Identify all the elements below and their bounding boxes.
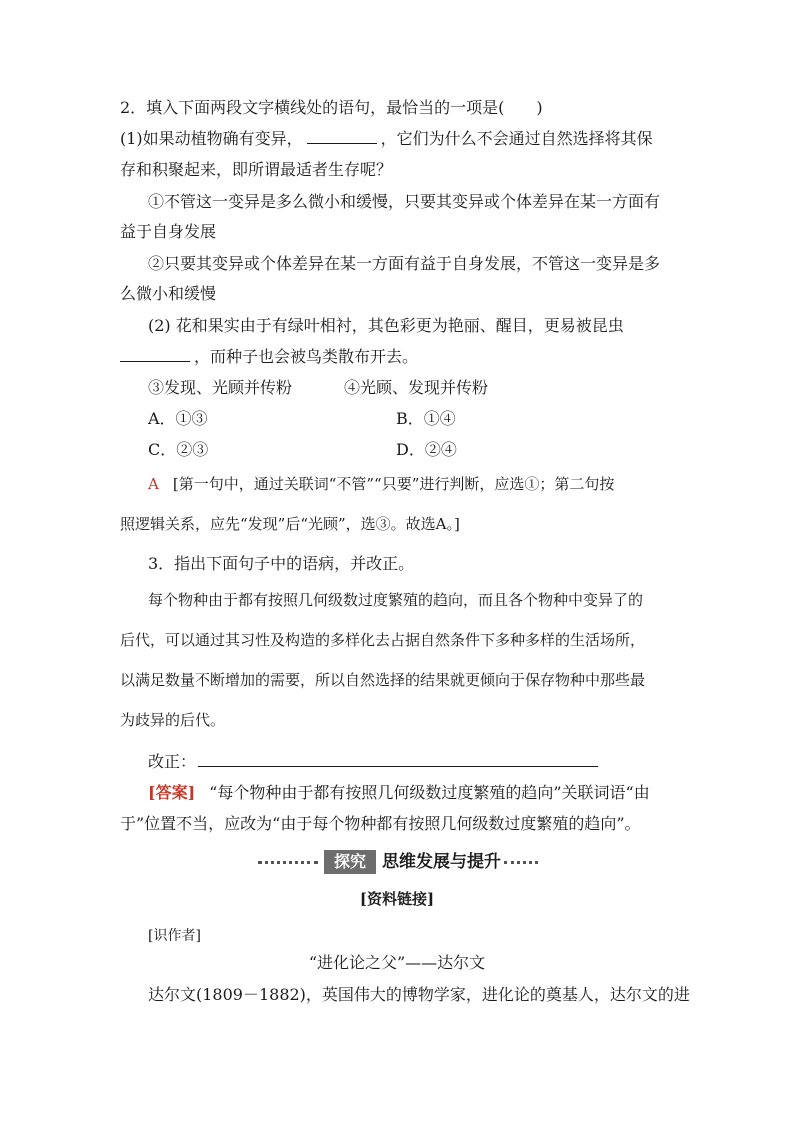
- section-tag: 探究: [324, 850, 376, 874]
- question-3-stem: 3．指出下面句子中的语病，并改正。: [148, 554, 415, 573]
- correction-blank: [198, 752, 598, 767]
- darwin-body: 达尔文(1809－1882)，英国伟大的博物学家，进化论的奠基人，达尔文的进: [148, 985, 690, 1004]
- q2-passage-1-text-a: (1)如果动植物确有变异，: [120, 129, 303, 148]
- darwin-heading: “进化论之父”——达尔文: [308, 953, 486, 972]
- section-title: 思维发展与提升: [382, 852, 501, 872]
- section-banner: [258, 850, 538, 874]
- q2-option-2-line-1: ②只要其变异或个体差异在某一方面有益于自身发展，不管这一变异是多: [148, 254, 661, 273]
- q3-sentence-line-1: 每个物种由于都有按照几何级数过度繁殖的趋向，而且各个物种中变异了的: [148, 591, 644, 609]
- q2-option-4: ④光顾、发现并传粉: [344, 378, 489, 397]
- choice-a: A．①③: [148, 409, 208, 428]
- q2-answer-line-1: [148, 474, 614, 494]
- q2-answer-text-a: [第一句中，通过关联词“不管”“只要”进行判断，应选①；第二句按: [172, 475, 615, 493]
- q2-passage-1-line-2: 存和积聚起来，即所谓最适者生存呢？: [120, 160, 393, 179]
- q3-sentence-line-2: 后代，可以通过其习性及构造的多样化去占据自然条件下多种多样的生活场所，: [120, 631, 646, 649]
- choice-b: B．①④: [396, 409, 456, 428]
- q2-option-1-line-2: 益于自身发展: [120, 222, 217, 241]
- q2-passage-2-text: ，而种子也会被鸟类散布开去。: [194, 347, 419, 366]
- q2-answer-line-2: 照逻辑关系，应先“发现”后“光顾”，选③。故选A。]: [120, 515, 460, 533]
- q3-answer-line-2: 于”位置不当，应改为“由于每个物种都有按照几何级数过度繁殖的趋向”。: [120, 814, 641, 833]
- answer-letter: A: [148, 475, 159, 493]
- choice-c: C．②③: [148, 440, 209, 459]
- q2-option-3: ③发现、光顾并传粉: [148, 378, 293, 397]
- q2-option-1-line-1: ①不管这一变异是多么微小和缓慢，只要其变异或个体差异在某一方面有: [148, 192, 661, 211]
- fill-blank-2: [120, 347, 190, 362]
- choice-d: D．②④: [396, 440, 457, 459]
- banner-dots-left: [258, 861, 318, 864]
- author-tag: [识作者]: [148, 928, 201, 944]
- q2-option-2-line-2: 么微小和缓慢: [120, 284, 217, 303]
- q3-answer-text-a: “每个物种由于都有按照几何级数过度繁殖的趋向”关联词语“由: [209, 783, 650, 802]
- q2-passage-1-line-1: [120, 129, 653, 149]
- answer-tag: [答案]: [148, 783, 196, 802]
- q2-passage-2-line-1: (2) 花和果实由于有绿叶相衬，其色彩更为艳丽、醒目，更易被昆虫: [148, 316, 624, 335]
- q3-sentence-line-3: 以满足数量不断增加的需要，所以自然选择的结果就更倾向于保存物种中那些最: [120, 671, 646, 689]
- question-2-stem: 2．填入下面两段文字横线处的语句，最恰当的一项是( ): [120, 98, 543, 117]
- q2-passage-2-line-2: [120, 347, 418, 367]
- fill-blank-1: [307, 129, 377, 144]
- banner-dots-right: [504, 861, 538, 864]
- resource-link-heading: [资料链接]: [359, 890, 435, 908]
- q3-answer-line-1: [148, 783, 650, 803]
- q2-passage-1-text-b: ，它们为什么不会通过自然选择将其保: [380, 129, 653, 148]
- correction-label: 改正：: [148, 752, 197, 771]
- q3-sentence-line-4: 为歧异的后代。: [120, 711, 226, 729]
- q3-correction: [148, 752, 598, 772]
